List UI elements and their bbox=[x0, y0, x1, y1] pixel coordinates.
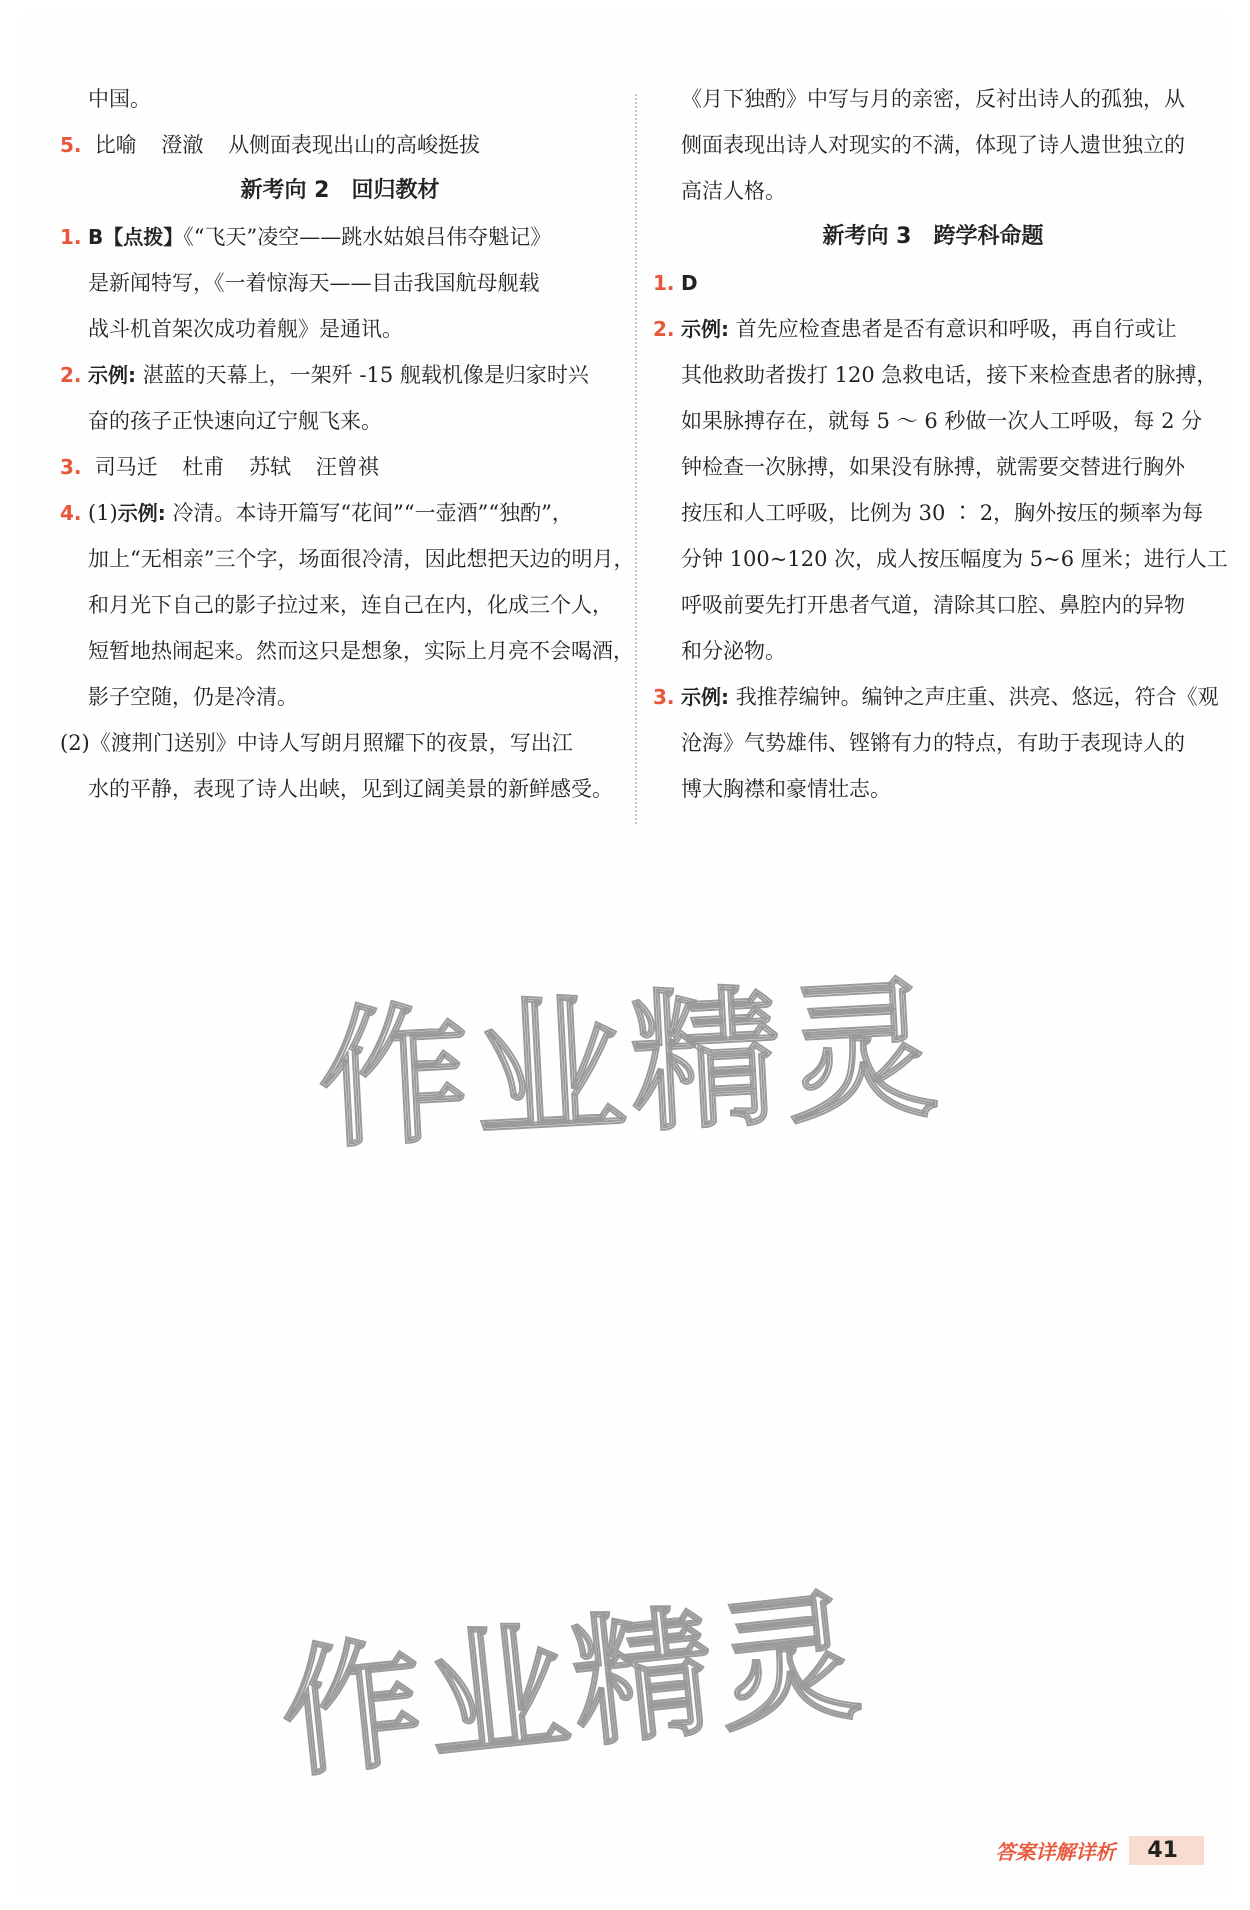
left-column bbox=[60, 76, 635, 812]
answer-text: 是新闻特写，《一着惊海天——目击我国航母舰载 bbox=[88, 271, 540, 295]
question-number: 1. bbox=[60, 225, 82, 249]
answer-text: 冷清。本诗开篇写“花间”“一壶酒”“独酌”， bbox=[172, 501, 573, 525]
author-name: 苏轼 bbox=[249, 455, 292, 479]
question-number: 5. bbox=[60, 133, 82, 157]
answer-label: 示例: bbox=[681, 317, 729, 341]
author-name: 杜甫 bbox=[182, 455, 225, 479]
answer-label: 示例: bbox=[88, 363, 136, 387]
answer-page bbox=[18, 14, 1230, 1894]
answer-label: 示例: bbox=[117, 501, 166, 525]
watermark: 作业精灵 bbox=[274, 1574, 873, 1799]
answer-text: 影子空随，仍是冷清。 bbox=[88, 685, 298, 709]
answer-text: 奋的孩子正快速向辽宁舰飞来。 bbox=[88, 409, 382, 433]
question-3 bbox=[60, 444, 620, 490]
answer-text: 加上“无相亲”三个字，场面很冷清，因此想把天边的明月， bbox=[88, 547, 635, 571]
answer-text: 和月光下自己的影子拉过来，连自己在内，化成三个人， bbox=[88, 593, 613, 617]
section-heading: 新考向 2 回归教材 bbox=[240, 178, 440, 203]
question-number: 1. bbox=[653, 271, 675, 295]
answer-text: 博大胸襟和豪情壮志。 bbox=[681, 777, 891, 801]
continued-text: 侧面表现出诗人对现实的不满，体现了诗人遗世独立的 bbox=[681, 133, 1185, 157]
question-number: 3. bbox=[60, 455, 82, 479]
answer-text: D bbox=[681, 271, 698, 295]
answer-text: 其他救助者拨打 120 急救电话，接下来检查患者的脉搏， bbox=[681, 363, 1218, 387]
answer-text: 澄澈 bbox=[161, 133, 204, 157]
answer-label: 示例: bbox=[681, 685, 729, 709]
sub-question-number: (1) bbox=[88, 501, 118, 525]
watermark: 作业精灵 bbox=[314, 962, 947, 1170]
continued-text: 《月下独酌》中写与月的亲密，反衬出诗人的孤独，从 bbox=[681, 87, 1185, 111]
answer-text: 分钟 100~120 次，成人按压幅度为 5~6 厘米；进行人工 bbox=[681, 547, 1228, 571]
question-4 bbox=[60, 490, 620, 536]
section-heading: 新考向 3 跨学科命题 bbox=[822, 224, 1044, 249]
answer-text: 比喻 bbox=[94, 133, 137, 157]
answer-label: B【点拨】 bbox=[88, 225, 184, 249]
answer-text: 沧海》气势雄伟、铿锵有力的特点，有助于表现诗人的 bbox=[681, 731, 1185, 755]
answer-text: 和分泌物。 bbox=[681, 639, 786, 663]
page-number: 41 bbox=[1129, 1836, 1204, 1865]
answer-text: 呼吸前要先打开患者气道，清除其口腔、鼻腔内的异物 bbox=[681, 593, 1185, 617]
answer-text: 我推荐编钟。编钟之声庄重、洪亮、悠远，符合《观 bbox=[735, 685, 1219, 709]
question-number: 4. bbox=[60, 501, 82, 525]
author-name: 司马迁 bbox=[94, 455, 158, 479]
footer-label: 答案详解详析 bbox=[995, 1839, 1116, 1864]
answer-text: 战斗机首架次成功着舰》是通讯。 bbox=[88, 317, 403, 341]
continued-text: 中国。 bbox=[88, 87, 151, 111]
answer-text: 《“飞天”凌空——跳水姑娘吕伟夺魁记》 bbox=[183, 225, 552, 249]
continued-text: 高洁人格。 bbox=[681, 179, 786, 203]
question-2 bbox=[653, 306, 1213, 352]
question-number: 3. bbox=[653, 685, 675, 709]
page-footer bbox=[995, 1832, 1204, 1868]
question-1 bbox=[653, 260, 1213, 306]
question-number: 2. bbox=[653, 317, 675, 341]
right-column bbox=[653, 76, 1228, 812]
answer-text: 短暂地热闹起来。然而这只是想象，实际上月亮不会喝酒， bbox=[88, 639, 634, 663]
answer-text: 湛蓝的天幕上，一架歼 -15 舰载机像是归家时兴 bbox=[142, 363, 589, 387]
question-3 bbox=[653, 674, 1219, 720]
column-divider bbox=[635, 94, 637, 824]
answer-text: (2)《渡荆门送别》中诗人写朗月照耀下的夜景，写出江 bbox=[60, 731, 573, 755]
answer-text: 首先应检查患者是否有意识和呼吸，再自行或让 bbox=[735, 317, 1177, 341]
question-number: 2. bbox=[60, 363, 82, 387]
answer-text: 水的平静，表现了诗人出峡，见到辽阔美景的新鲜感受。 bbox=[88, 777, 613, 801]
answer-text: 如果脉搏存在，就每 5 ～ 6 秒做一次人工呼吸，每 2 分 bbox=[681, 409, 1203, 433]
question-2 bbox=[60, 352, 620, 398]
answer-text: 从侧面表现出山的高峻挺拔 bbox=[228, 133, 481, 157]
question-5 bbox=[60, 122, 620, 168]
question-1 bbox=[60, 214, 620, 260]
answer-text: 按压和人工呼吸，比例为 30 ∶ 2，胸外按压的频率为每 bbox=[681, 501, 1204, 525]
author-name: 汪曾祺 bbox=[315, 455, 379, 479]
answer-text: 钟检查一次脉搏，如果没有脉搏，就需要交替进行胸外 bbox=[681, 455, 1185, 479]
